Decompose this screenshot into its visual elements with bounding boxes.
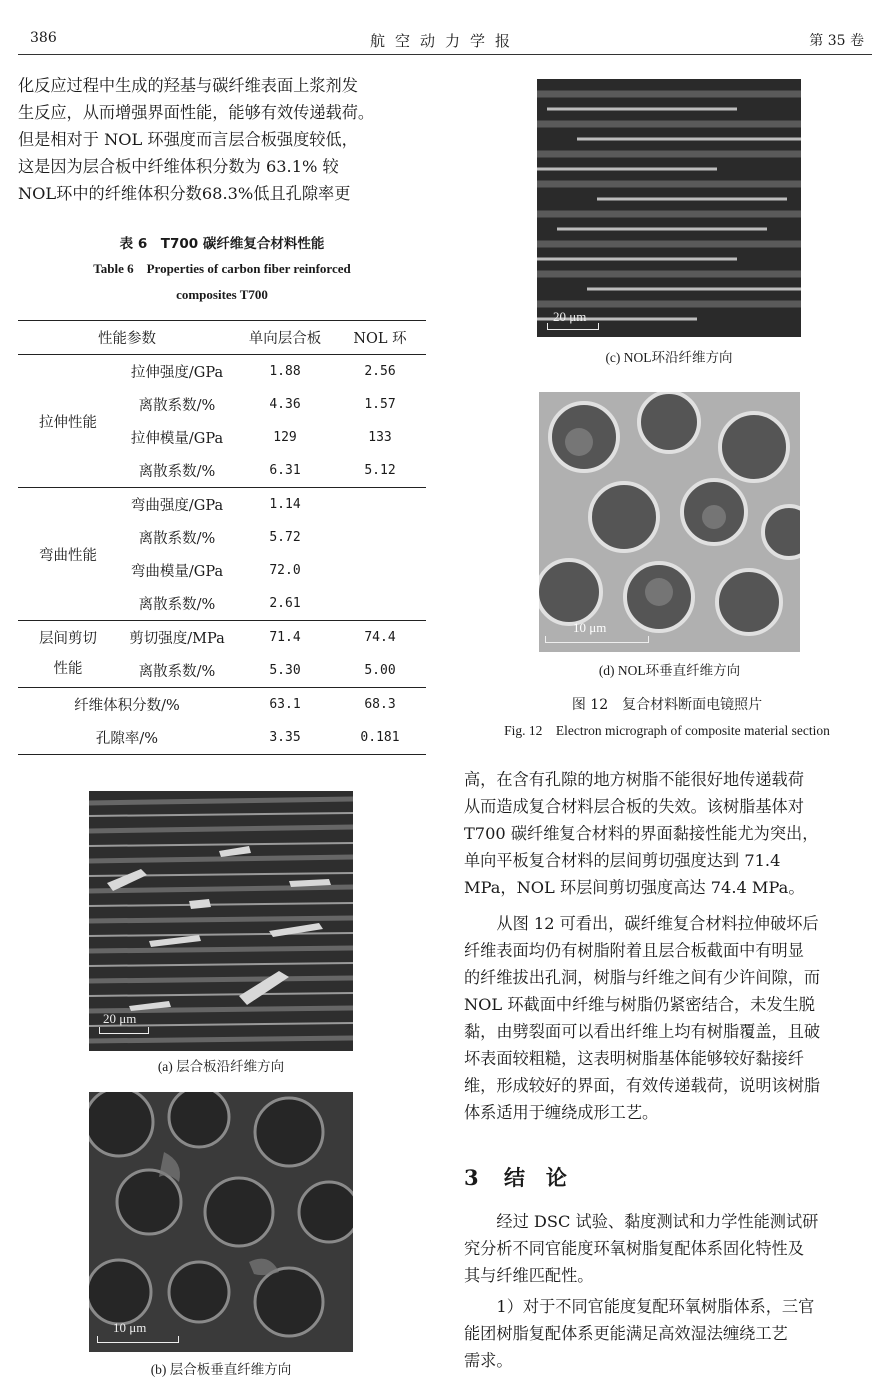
laminate-cell: 5.30 xyxy=(269,663,301,678)
laminate-cell: 72.0 xyxy=(269,563,301,578)
param-cell: 剪切强度/MPa xyxy=(129,631,225,647)
properties-table xyxy=(18,320,426,755)
text-line: 经过 DSC 试验、黏度测试和力学性能测试研 xyxy=(496,1212,819,1231)
laminate-cell: 71.4 xyxy=(269,630,301,645)
text-line: 从图 12 可看出，碳纤维复合材料拉伸破坏后 xyxy=(496,914,819,933)
nol-cell xyxy=(334,587,426,621)
text-line: MPa，NOL 环层间剪切强度高达 74.4 MPa。 xyxy=(464,878,805,897)
param-cell: 离散系数/% xyxy=(138,664,216,680)
nol-cell xyxy=(334,521,426,554)
scale-label: 20 μm xyxy=(103,1011,137,1026)
laminate-cell: 1.88 xyxy=(269,364,301,379)
nol-cell: 5.12 xyxy=(364,463,396,478)
fiber-cross-section-image-d xyxy=(539,392,800,652)
right-paragraph-1 xyxy=(464,766,872,901)
figure-label-b: (b) 层合板垂直纤维方向 xyxy=(150,1362,292,1377)
micrograph-c xyxy=(537,79,801,337)
figure-caption-en: Fig. 12 Electron micrograph of composite material section xyxy=(504,723,830,738)
figure-label-d: (d) NOL环垂直纤维方向 xyxy=(598,663,741,678)
text-line: 1）对于不同官能度复配环氧树脂体系，三官 xyxy=(496,1297,815,1316)
scale-bar xyxy=(99,1027,149,1034)
text-line: 从而造成复合材料层合板的失效。该树脂基体对 xyxy=(464,797,804,816)
param-cell: 孔隙率/% xyxy=(95,731,159,747)
table-row xyxy=(18,621,426,655)
table-caption-en-2: composites T700 xyxy=(176,287,268,302)
param-cell: 离散系数/% xyxy=(138,531,216,547)
scale-label: 10 μm xyxy=(573,620,607,635)
fiber-cross-section-image-b xyxy=(89,1092,353,1352)
laminate-cell: 1.14 xyxy=(269,497,301,512)
text-line: 黏，由劈裂面可以看出纤维上均有树脂覆盖，且破 xyxy=(464,1022,821,1041)
text-line: 的纤维拔出孔洞，树脂与纤维之间有少许间隙，而 xyxy=(464,968,821,987)
param-cell: 弯曲强度/GPa xyxy=(130,498,224,514)
nol-cell: 2.56 xyxy=(364,364,396,379)
text-line: NOL环中的纤维体积分数68.3%低且孔隙率更 xyxy=(18,184,351,203)
text-line: 坏表面较粗糙，这表明树脂基体能够较好黏接纤 xyxy=(464,1049,804,1068)
scale-label: 20 μm xyxy=(553,309,587,324)
param-cell: 离散系数/% xyxy=(138,398,216,414)
right-paragraph-2 xyxy=(464,910,872,1126)
scale-bar xyxy=(97,1336,179,1343)
left-top-paragraph xyxy=(18,72,426,207)
nol-cell xyxy=(334,554,426,587)
laminate-cell: 6.31 xyxy=(269,463,301,478)
fiber-longitudinal-image-c xyxy=(537,79,801,337)
param-cell: 拉伸模量/GPa xyxy=(130,431,224,447)
group-flexural xyxy=(18,488,118,621)
micrograph-b xyxy=(89,1092,353,1352)
header-param: 性能参数 xyxy=(98,331,156,347)
group-name: 层间剪切 xyxy=(39,631,97,647)
text-line: 生反应，从而增强界面性能，能够有效传递载荷。 xyxy=(18,103,375,122)
page-number: 386 xyxy=(30,30,57,46)
nol-cell: 5.00 xyxy=(364,663,396,678)
nol-cell: 0.181 xyxy=(360,730,400,745)
section-number: 3 xyxy=(464,1165,479,1190)
nol-cell: 133 xyxy=(368,430,392,445)
laminate-cell: 63.1 xyxy=(269,697,301,712)
param-cell: 离散系数/% xyxy=(138,597,216,613)
laminate-cell: 129 xyxy=(273,430,297,445)
table-row xyxy=(18,721,426,755)
journal-title: 航空动力学报 xyxy=(369,32,520,50)
table-caption-zh: 表 6 T700 碳纤维复合材料性能 xyxy=(119,236,325,252)
nol-cell: 1.57 xyxy=(364,397,396,412)
figure-label-a: (a) 层合板沿纤维方向 xyxy=(157,1059,285,1074)
text-line: 高，在含有孔隙的地方树脂不能很好地传递载荷 xyxy=(464,770,804,789)
scale-label: 10 μm xyxy=(113,1320,147,1335)
laminate-cell: 4.36 xyxy=(269,397,301,412)
param-cell: 离散系数/% xyxy=(138,464,216,480)
nol-cell: 68.3 xyxy=(364,697,396,712)
scale-bar xyxy=(545,636,649,643)
micrograph-a xyxy=(89,791,353,1051)
param-cell: 纤维体积分数/% xyxy=(74,698,180,714)
text-line: 体系适用于缠绕成形工艺。 xyxy=(464,1103,659,1122)
group-tensile xyxy=(18,355,118,488)
param-cell: 弯曲模量/GPa xyxy=(130,564,224,580)
group-name: 弯曲性能 xyxy=(39,547,97,564)
table-row xyxy=(18,355,426,389)
group-name-2: 性能 xyxy=(53,661,83,677)
table-row xyxy=(18,688,426,722)
laminate-cell: 2.61 xyxy=(269,596,301,611)
nol-cell xyxy=(334,488,426,522)
nol-cell: 74.4 xyxy=(364,630,396,645)
figure-caption-zh: 图 12 复合材料断面电镜照片 xyxy=(571,697,763,713)
table-row xyxy=(18,488,426,522)
figure-label-c: (c) NOL环沿纤维方向 xyxy=(605,350,733,365)
text-line: 化反应过程中生成的羟基与碳纤维表面上浆剂发 xyxy=(18,76,358,95)
micrograph-d xyxy=(539,392,800,652)
text-line: NOL 环截面中纤维与树脂仍紧密结合，未发生脱 xyxy=(464,995,815,1014)
text-line: 但是相对于 NOL 环强度而言层合板强度较低， xyxy=(18,130,358,149)
page-header xyxy=(18,28,872,55)
section-heading xyxy=(464,1162,567,1192)
text-line: 维，形成较好的界面，有效传递载荷，说明该树脂 xyxy=(464,1076,821,1095)
header-nol: NOL 环 xyxy=(353,331,407,347)
text-line: 单向平板复合材料的层间剪切强度达到 71.4 xyxy=(464,851,781,870)
header-laminate: 单向层合板 xyxy=(248,331,322,347)
param-cell: 拉伸强度/GPa xyxy=(130,365,224,381)
text-line: T700 碳纤维复合材料的界面黏接性能尤为突出， xyxy=(464,824,819,843)
text-line: 究分析不同官能度环氧树脂复配体系固化特性及 xyxy=(464,1239,804,1258)
text-line: 需求。 xyxy=(464,1351,513,1370)
group-interlaminar xyxy=(18,621,118,688)
text-line: 其与纤维匹配性。 xyxy=(464,1266,594,1285)
text-line: 这是因为层合板中纤维体积分数为 63.1% 较 xyxy=(18,157,339,176)
laminate-cell: 3.35 xyxy=(269,730,301,745)
text-line: 能团树脂复配体系更能满足高效湿法缠绕工艺 xyxy=(464,1324,788,1343)
volume-label: 第 35 卷 xyxy=(809,33,864,49)
table-caption-en-1: Table 6 Properties of carbon fiber reinforced xyxy=(93,261,351,276)
group-name: 拉伸性能 xyxy=(39,414,97,431)
table-header-row xyxy=(18,321,426,355)
text-line: 纤维表面均仍有树脂附着且层合板截面中有明显 xyxy=(464,941,804,960)
laminate-cell: 5.72 xyxy=(269,530,301,545)
section-title: 结 论 xyxy=(503,1165,567,1190)
conclusion-paragraph xyxy=(464,1208,872,1374)
